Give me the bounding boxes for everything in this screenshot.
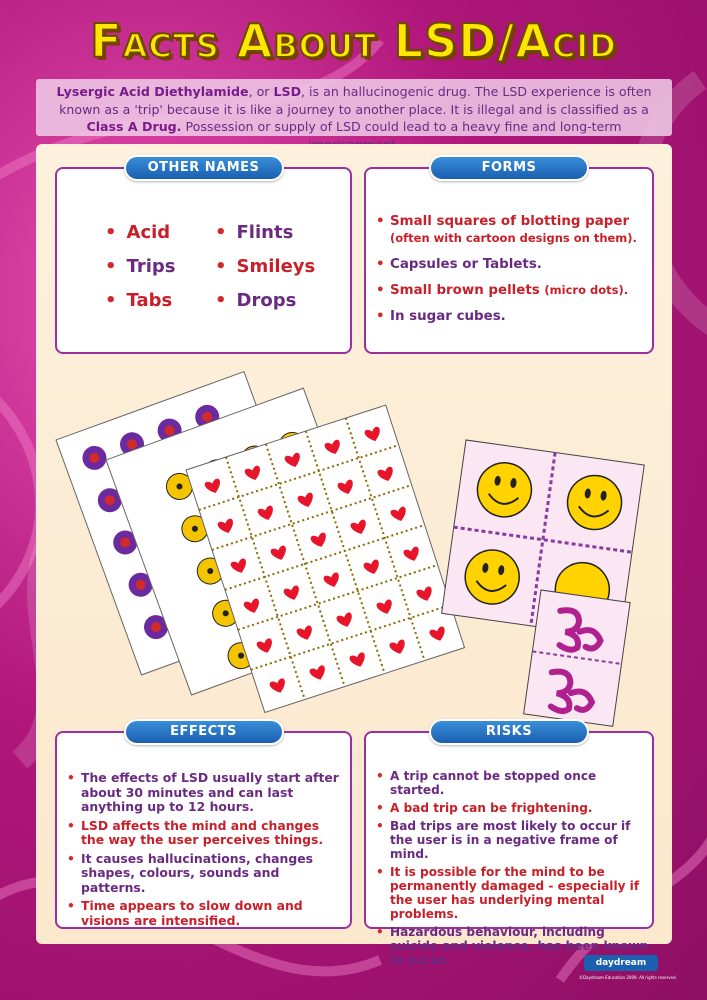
list-item: • In sugar cubes. <box>376 308 646 325</box>
list-item: • Capsules or Tablets. <box>376 256 646 273</box>
intro-part: Possession or supply of LSD could lead to a heavy fine and long-term <box>185 119 622 134</box>
intro-text <box>36 79 672 136</box>
publisher-logo: daydream <box>584 955 658 971</box>
list-item: • Trips <box>105 256 176 277</box>
blotter-illustration <box>36 360 672 730</box>
other-names-list <box>105 221 325 313</box>
effects-list <box>67 771 339 932</box>
other-names-heading: OTHER NAMES <box>124 155 284 181</box>
effects-heading: EFFECTS <box>124 719 284 745</box>
list-item: • Hazardous behaviour, including suicide and violence, has been known to occur. <box>376 925 650 967</box>
om-tab <box>524 590 631 726</box>
list-item: • Small brown pellets (micro dots). <box>376 282 646 299</box>
list-item: • Acid <box>105 222 171 243</box>
list-item: • It causes hallucinations, changes shapes, colours, sounds and patterns. <box>67 852 339 896</box>
forms-card <box>364 160 654 354</box>
intro-part: , or <box>248 84 274 99</box>
list-item: • Smileys <box>215 256 316 277</box>
copyright-text: ©Daydream Education 2009. All rights reserved. <box>579 975 677 980</box>
risks-heading: RISKS <box>429 719 589 745</box>
list-item: • Flints <box>215 222 294 243</box>
list-item: • The effects of LSD usually start after about 30 minutes and can last anything up to 12 hours. <box>67 771 339 815</box>
list-item: • Bad trips are most likely to occur if the user is in a negative frame of mind. <box>376 819 650 861</box>
forms-list <box>376 213 646 334</box>
intro-term: Class A Drug. <box>86 119 182 134</box>
forms-heading: FORMS <box>429 155 589 181</box>
list-item: • A trip cannot be stopped once started. <box>376 769 650 797</box>
page-title: Facts About LSD/Acid <box>90 14 617 68</box>
list-item: • Tabs <box>105 290 173 311</box>
intro-part: , is an hallucinogenic drug. The LSD experience is often known as a 'trip' because it is like a journey to another place. It is illegal and is classified as a <box>59 84 652 117</box>
list-item: • LSD affects the mind and changes the way the user perceives things. <box>67 819 339 848</box>
other-names-card <box>55 160 352 354</box>
risks-list <box>376 769 650 971</box>
intro-term: Lysergic Acid Diethylamide <box>56 84 249 99</box>
effects-card <box>55 724 352 929</box>
list-item: • Drops <box>215 290 297 311</box>
list-item: • Time appears to slow down and visions are intensified. <box>67 899 339 928</box>
intro-term: LSD <box>273 84 302 99</box>
list-item: • It is possible for the mind to be permanently damaged - especially if the user has underlying mental problems. <box>376 865 650 921</box>
list-item: • Small squares of blotting paper (often with cartoon designs on them). <box>376 213 646 247</box>
list-item: • A bad trip can be frightening. <box>376 801 650 815</box>
